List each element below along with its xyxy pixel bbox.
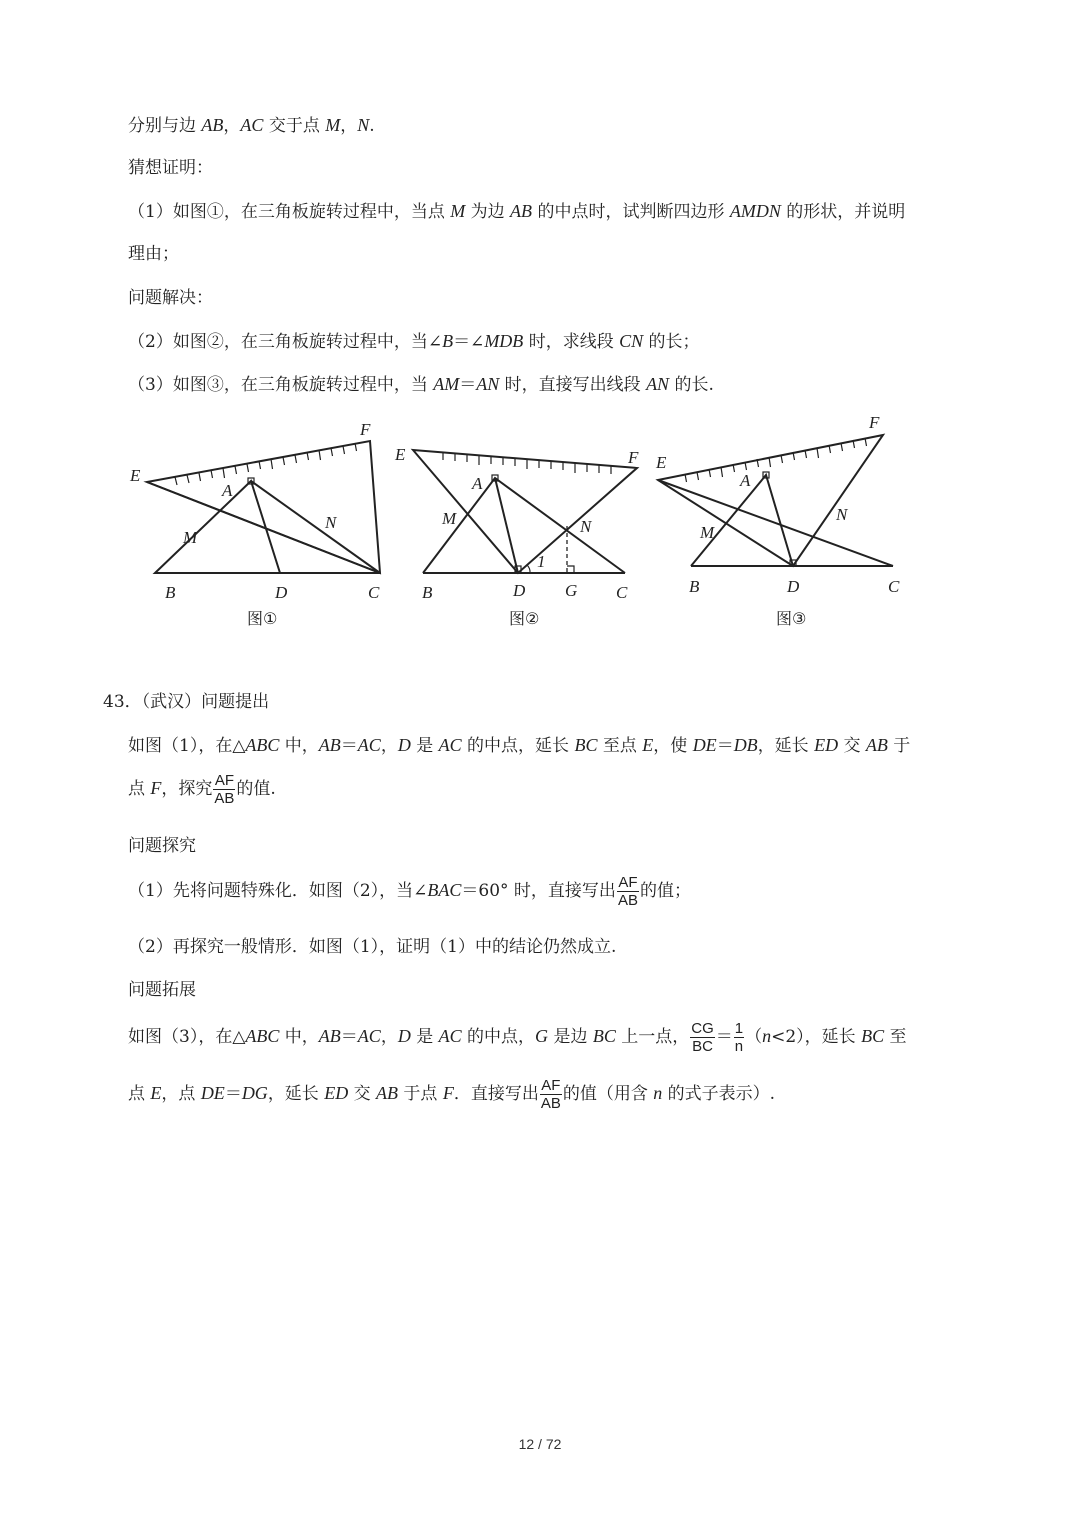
- problem-text-line: 理由；: [128, 244, 179, 264]
- label-n: N: [580, 517, 592, 536]
- label-n: N: [836, 505, 848, 524]
- label-n: N: [325, 513, 337, 532]
- ruler-edge: [147, 482, 380, 573]
- label-e: E: [130, 466, 141, 485]
- triangle-ruler: [658, 435, 883, 566]
- problem-text-line: 如图（3），在△ABC 中，AB＝AC，D 是 AC 的中点，G 是边 BC 上一点， $\frac{CG}{BC}$ ＝ $\frac{1}{n}$ （n<2），延长 BC 至: [128, 1020, 907, 1055]
- label-f: F: [628, 448, 639, 467]
- section-heading: 问题探究: [128, 836, 196, 856]
- label-c: C: [888, 577, 900, 596]
- problem-text-line: 如图（1），在△ABC 中，AB＝AC，D 是 AC 的中点，延长 BC 至点 E，使 DE＝DB，延长 ED 交 AB 于: [128, 735, 911, 756]
- fraction-af-ab: $\frac{AF}{AB}$: [617, 874, 638, 909]
- section-heading: 问题拓展: [128, 980, 196, 1000]
- figure-caption: 图②: [509, 609, 540, 628]
- label-d: D: [275, 583, 288, 602]
- problem-text-line: 点 F，探究 $\frac{AF}{AB}$ 的值.: [128, 772, 276, 807]
- ruler-edge: [658, 480, 893, 566]
- label-angle-1: 1: [537, 552, 546, 571]
- figure-caption: 图①: [247, 609, 278, 628]
- figure-2: [394, 445, 639, 628]
- label-f: F: [869, 413, 880, 432]
- problem-heading: 43．（武汉）问题提出: [103, 692, 270, 712]
- label-c: C: [368, 583, 380, 602]
- figure-caption: 图③: [776, 609, 807, 628]
- problem-text-line: （2）如图②，在三角板旋转过程中，当∠B＝∠MDB 时，求线段 CN 的长；: [128, 331, 700, 352]
- fraction-af-ab: $\frac{AF}{AB}$: [540, 1077, 561, 1112]
- right-angle-mark: [567, 566, 574, 573]
- problem-text-line: （1）如图①，在三角板旋转过程中，当点 M 为边 AB 的中点时，试判断四边形 AMDN 的形状，并说明: [128, 201, 906, 222]
- fraction-1-n: $\frac{1}{n}$: [734, 1020, 744, 1055]
- figure-3: [655, 413, 900, 628]
- label-m: M: [700, 523, 715, 542]
- label-a: A: [472, 474, 483, 493]
- label-b: B: [165, 583, 176, 602]
- label-m: M: [442, 509, 457, 528]
- fraction-cg-bc: $\frac{CG}{BC}$: [691, 1020, 714, 1055]
- label-a: A: [740, 471, 751, 490]
- problem-text-line: （3）如图③，在三角板旋转过程中，当 AM＝AN 时，直接写出线段 AN 的长.: [128, 374, 714, 395]
- triangle-ruler: [147, 441, 380, 573]
- label-m: M: [183, 528, 198, 547]
- label-b: B: [689, 577, 700, 596]
- section-heading: 问题解决：: [128, 288, 213, 308]
- section-heading: 猜想证明：: [128, 158, 213, 178]
- label-b: B: [422, 583, 433, 602]
- label-d: D: [787, 577, 800, 596]
- label-g: G: [565, 581, 578, 600]
- label-d: D: [513, 581, 526, 600]
- label-e: E: [395, 445, 406, 464]
- problem-text-line: 分别与边 AB，AC 交于点 M，N.: [128, 115, 375, 136]
- figure-1: [129, 420, 380, 628]
- problem-text-line: 点 E，点 DE＝DG，延长 ED 交 AB 于点 F．直接写出 $\frac{AF}{AB}$ 的值（用含 n 的式子表示）.: [128, 1077, 776, 1112]
- problem-text-line: （1）先将问题特殊化．如图（2），当∠BAC＝60° 时，直接写出 $\frac{AF}{AB}$ 的值；: [128, 874, 691, 909]
- label-a: A: [222, 481, 233, 500]
- page-number: 12 / 72: [518, 1436, 562, 1452]
- label-e: E: [656, 453, 667, 472]
- fraction-af-ab: $\frac{AF}{AB}$: [214, 772, 235, 807]
- label-f: F: [360, 420, 371, 439]
- problem-text-line: （2）再探究一般情形．如图（1），证明（1）中的结论仍然成立.: [128, 937, 617, 957]
- geometry-figures: [125, 408, 925, 638]
- angle-arc: [527, 565, 530, 573]
- label-c: C: [616, 583, 628, 602]
